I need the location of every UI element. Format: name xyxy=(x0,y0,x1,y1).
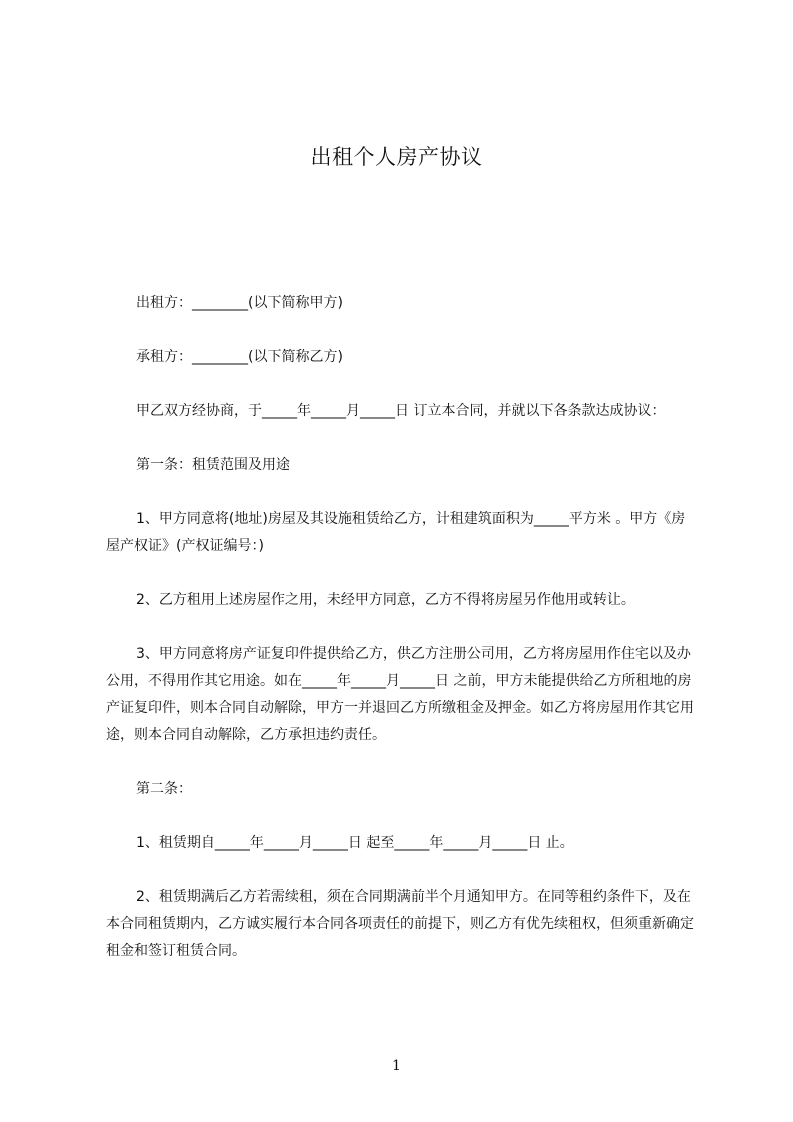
lessor-line: 出租方：________(以下简称甲方) xyxy=(136,295,343,311)
article-two-clause-1: 1、租赁期自_____年_____月_____日 起至_____年_____月_____日 止。 xyxy=(136,835,574,851)
article-one-clause-1: 1、甲方同意将(地址)房屋及其设施租赁给乙方，计租建筑面积为_____平方米 。甲方《房屋产权证》(产权证编号：) xyxy=(106,511,686,554)
article-two-heading: 第二条： xyxy=(136,781,192,797)
lessee-line: 承租方：________(以下简称乙方) xyxy=(136,349,343,365)
article-one-clause-2: 2、乙方租用上述房屋作之用，未经甲方同意，乙方不得将房屋另作他用或转让。 xyxy=(136,592,635,608)
document-body xyxy=(106,290,696,992)
article-one-heading: 第一条：租赁范围及用途 xyxy=(136,457,290,473)
article-one-clause-3: 3、甲方同意将房产证复印件提供给乙方，供乙方注册公司用，乙方将房屋用作住宅以及办公用，不得用作其它用途。如在_____年_____月_____日 之前，甲方未能提供给乙方所租地的房产证复印件，则本合同自动解除，甲方一并退回乙方所缴租金及押金。如乙方将房屋用作其它用途，则本合同自动解除，乙方承担违约责任。 xyxy=(106,646,694,743)
document-title: 出租个人房产协议 xyxy=(310,145,483,169)
article-two-clause-2: 2、租赁期满后乙方若需续租，须在合同期满前半个月通知甲方。在同等租约条件下，及在本合同租赁期内，乙方诚实履行本合同各项责任的前提下，则乙方有优先续租权，但须重新确定租金和签订租赁合同。 xyxy=(106,889,694,959)
agreement-intro: 甲乙双方经协商，于_____年_____月_____日 订立本合同，并就以下各条款达成协议： xyxy=(136,403,666,419)
page-number: 1 xyxy=(392,1058,401,1074)
